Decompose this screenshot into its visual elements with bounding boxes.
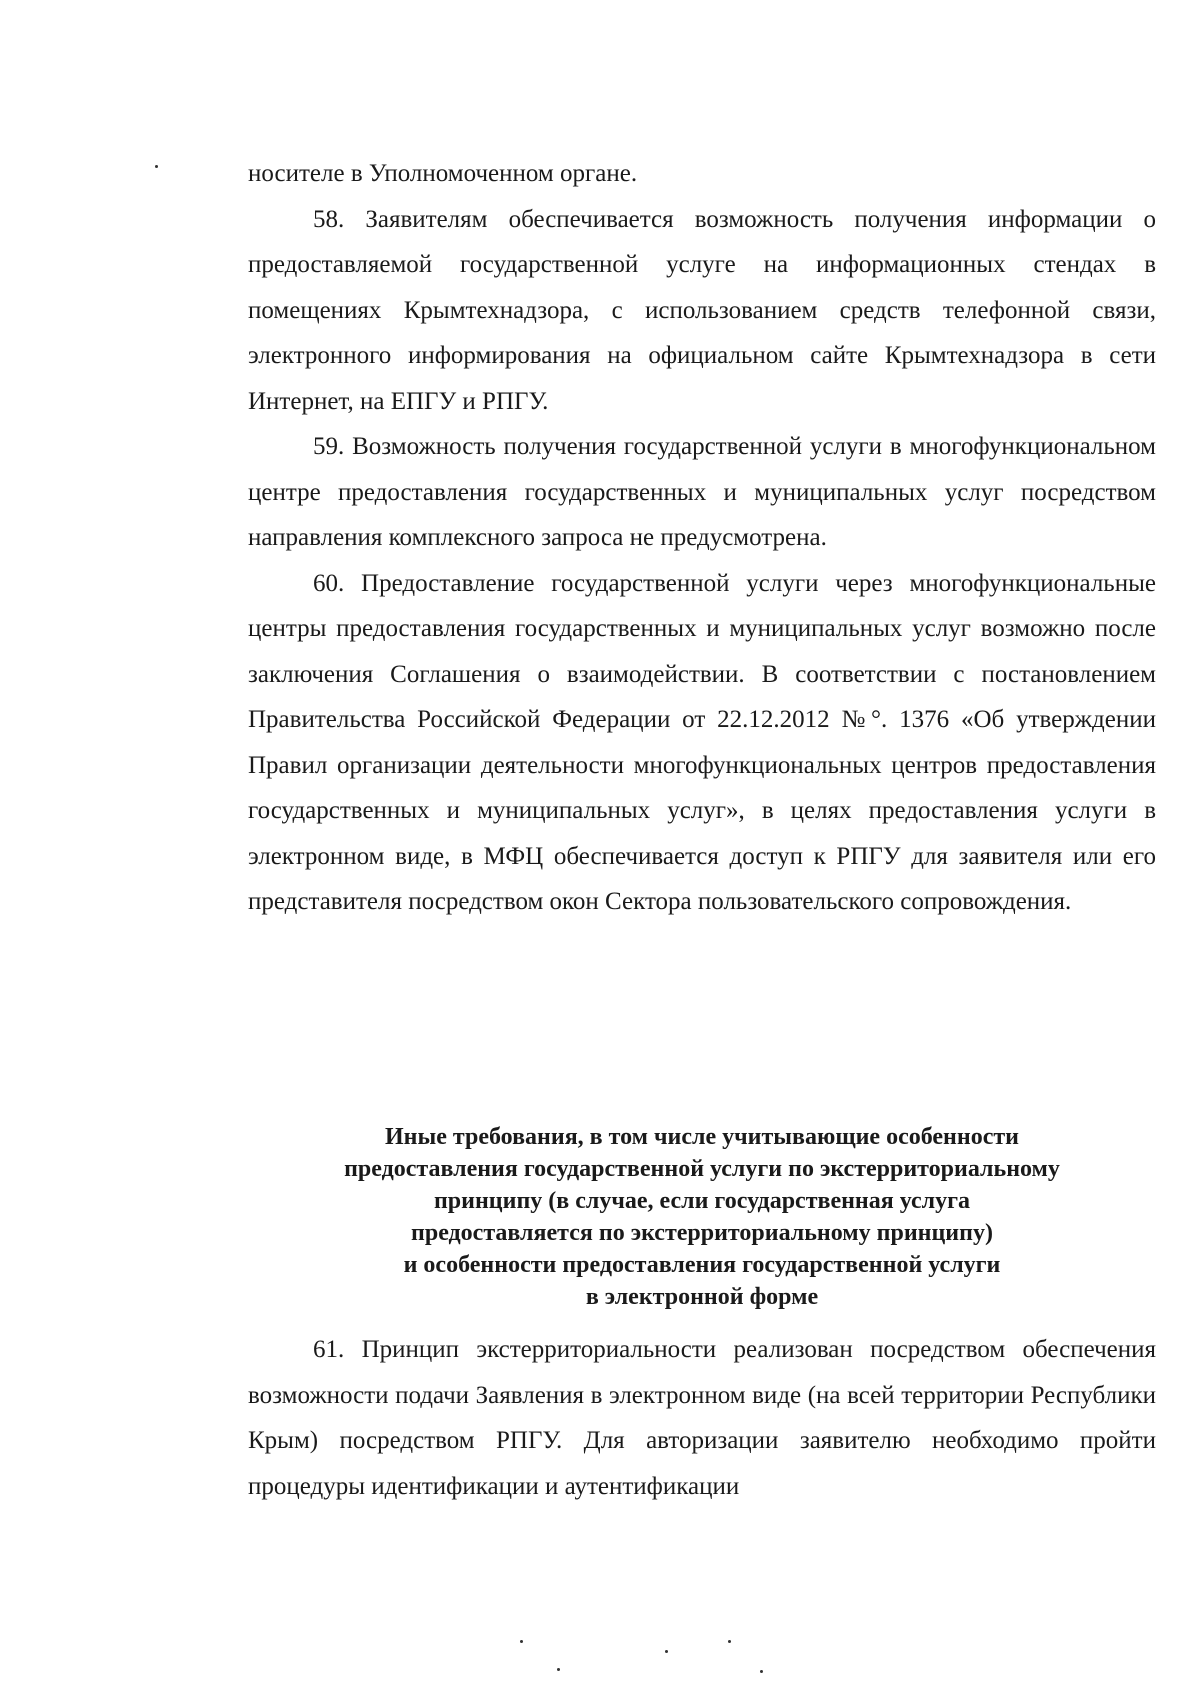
heading-line: и особенности предоставления государственной услуги <box>403 1252 1001 1278</box>
body-text-top <box>248 151 1156 925</box>
paragraph-61: 61. Принцип экстерриториальности реализован посредством обеспечения возможности подачи Заявления в электронном виде (на всей территории Республики Крым) посредством РПГУ. Для авторизации заявителю необходимо пройти процедуры идентификации и аутентификации <box>248 1336 1156 1500</box>
paragraph-continuation: носителе в Уполномоченном органе. <box>248 160 638 187</box>
scan-speck <box>665 1650 668 1653</box>
scan-speck <box>520 1640 523 1643</box>
paragraph-58: 58. Заявителям обеспечивается возможность получения информации о предоставляемой государственной услуге на информационных стендах в помещениях Крымтехнадзора, с использованием средств телефонной связи, электронного информирования на официальном сайте Крымтехнадзора в сети Интернет, на ЕПГУ и РПГУ. <box>248 205 1156 415</box>
heading-line: предоставляется по экстерриториальному принципу) <box>411 1220 993 1246</box>
paragraph-59: 59. Возможность получения государственной услуги в многофункциональном центре предоставления государственных и муниципальных услуг посредством направления комплексного запроса не предусмотрена. <box>248 433 1156 551</box>
paragraph-60: 60. Предоставление государственной услуги через многофункциональные центры предоставления государственных и муниципальных услуг возможно после заключения Соглашения о взаимодействии. В соответствии с постановлением Правительства Российской Федерации от 22.12.2012 №°. 1376 «Об утверждении Правил организации деятельности многофункциональных центров предоставления государственных и муниципальных услуг», в целях предоставления услуги в электронном виде, в МФЦ обеспечивается доступ к РПГУ для заявителя или его представителя посредством окон Сектора пользовательского сопровождения. <box>248 569 1156 915</box>
scan-speck <box>728 1640 731 1643</box>
heading-line: предоставления государственной услуги по экстерриториальному <box>344 1156 1060 1182</box>
scan-speck <box>760 1670 763 1673</box>
heading-line: принципу (в случае, если государственная услуга <box>433 1188 971 1214</box>
scan-speck <box>557 1668 560 1671</box>
section-heading <box>248 1121 1156 1313</box>
scan-speck <box>155 165 158 168</box>
heading-line: в электронной форме <box>585 1284 819 1310</box>
body-text-bottom <box>248 1327 1156 1509</box>
heading-line: Иные требования, в том числе учитывающие особенности <box>385 1124 1019 1150</box>
